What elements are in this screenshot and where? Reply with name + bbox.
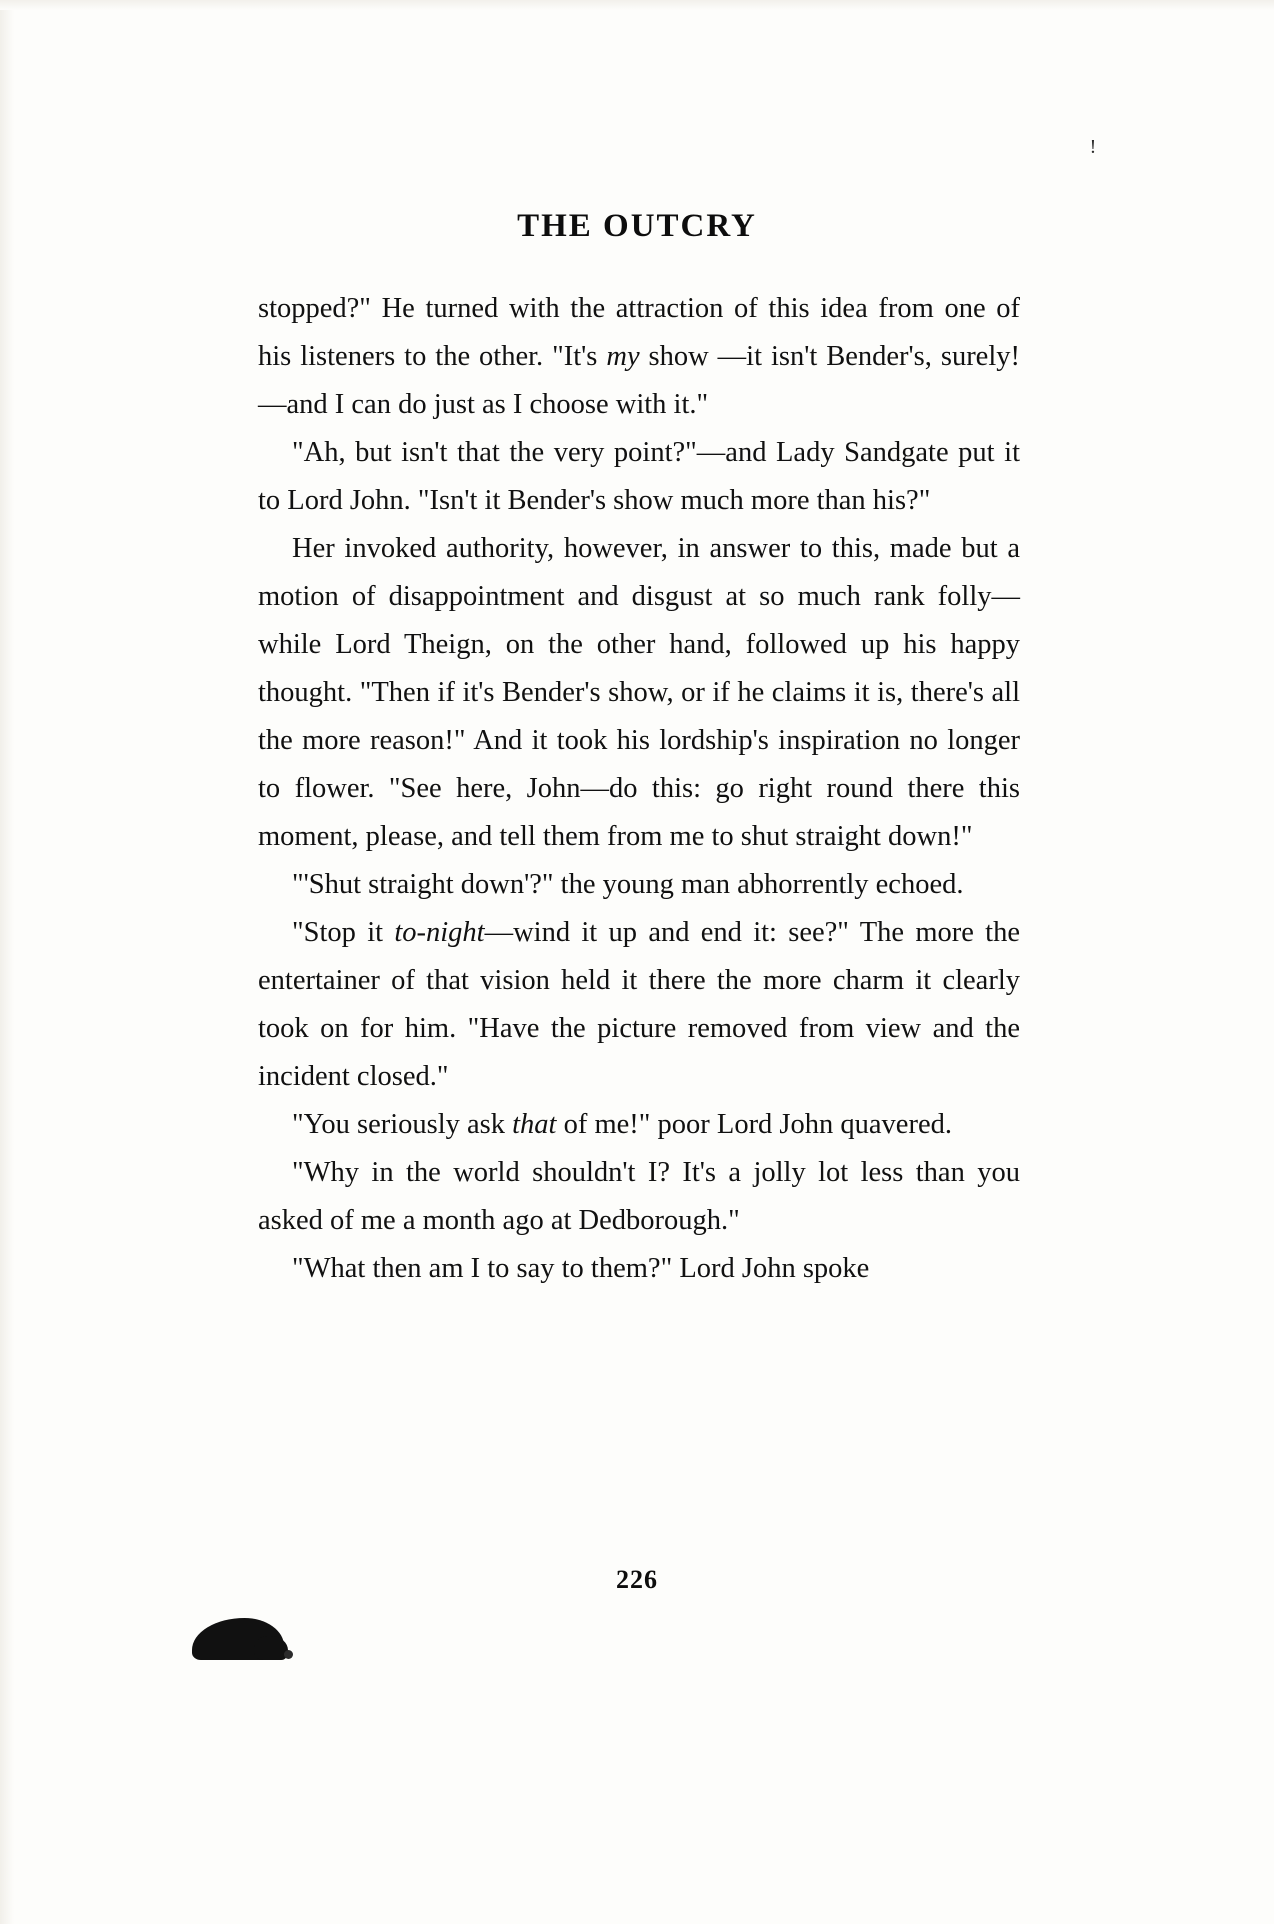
page-edge-left (0, 0, 14, 1924)
paragraph (258, 1101, 1020, 1149)
page-edge-top (0, 0, 1274, 10)
emphasis-text: my (606, 341, 640, 372)
text-run: show —it isn't Bender's, surely!—and I can do just as I choose with it." (258, 341, 1020, 420)
page-number: 226 (616, 1565, 658, 1594)
corner-ink-mark: ! (1089, 136, 1097, 158)
text-run: "You seriously ask (292, 1109, 513, 1140)
text-run: Her invoked authority, however, in answer to this, made but a motion of disappointment and disgust at so much rank folly—while Lord Theign, on the other hand, followed up his happy thought. "Then if it's Bender's show, or if he claims it is, there's all the more reason!" And it took his lordship's inspiration no longer to flower. "See here, John—do this: go right round there this moment, please, and tell them from me to shut straight down!" (258, 533, 1020, 852)
text-run: "What then am I to say to them?" Lord John spoke (292, 1253, 870, 1284)
paragraph (258, 429, 1020, 525)
paragraph (258, 1149, 1020, 1245)
text-run: "Ah, but isn't that the very point?"—and Lady Sandgate put it to Lord John. "Isn't it Bender's show much more than his?" (258, 437, 1020, 516)
text-run: stopped?" He turned with the attraction of this idea from one of his listeners to the other. "It's (258, 293, 1020, 372)
page-body-text (258, 285, 1020, 1293)
text-run: —wind it up and end it: see?" The more the entertainer of that vision held it there the more charm it clearly took on for him. "Have the picture removed from view and the incident closed." (258, 917, 1020, 1092)
paragraph (258, 525, 1020, 861)
text-run: "'Shut straight down'?" the young man abhorrently echoed. (292, 869, 964, 900)
text-run: "Why in the world shouldn't I? It's a jolly lot less than you asked of me a month ago at Dedborough." (258, 1157, 1020, 1236)
ink-blot-mark (192, 1610, 300, 1660)
paragraph (258, 285, 1020, 429)
emphasis-text: that (512, 1109, 557, 1140)
emphasis-text: to-night (394, 917, 485, 948)
paragraph (258, 1245, 1020, 1293)
paragraph (258, 861, 1020, 909)
paragraph (258, 909, 1020, 1101)
running-head: THE OUTCRY (517, 208, 757, 244)
text-run: of me!" poor Lord John quavered. (556, 1109, 952, 1140)
text-run: "Stop it (292, 917, 395, 948)
